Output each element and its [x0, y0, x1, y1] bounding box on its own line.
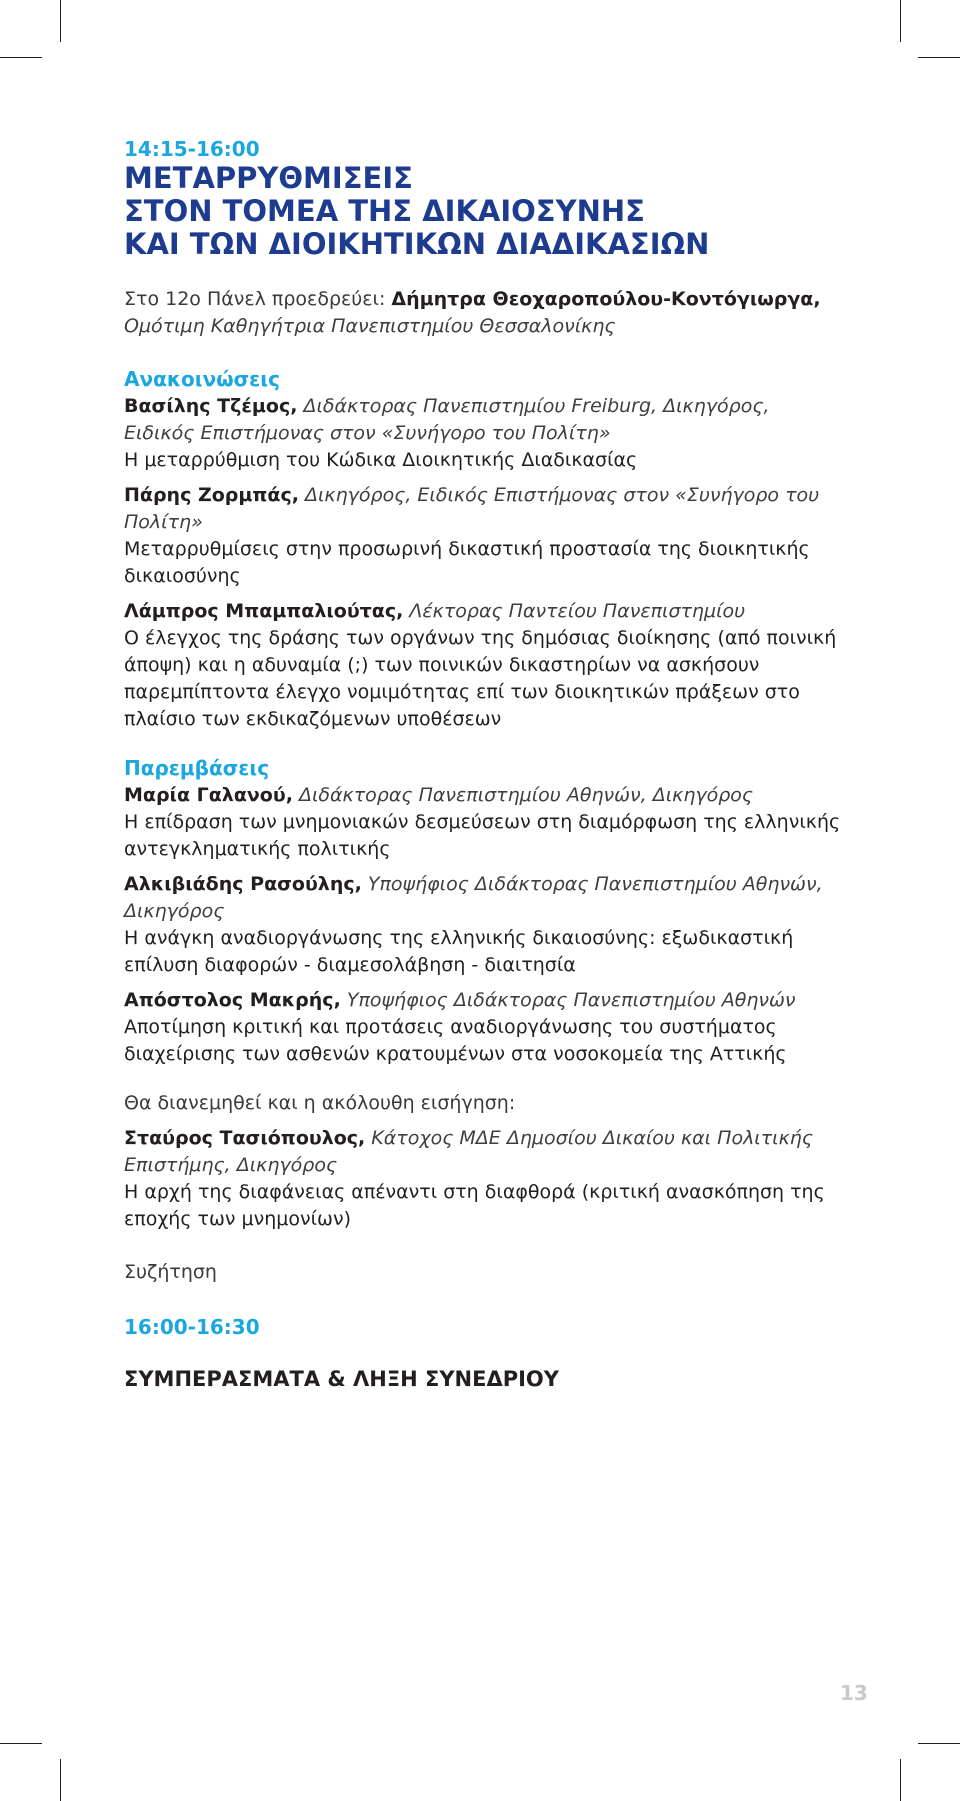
announcements-heading: Ανακοινώσεις: [124, 367, 280, 391]
speaker-name: Μαρία Γαλανού,: [124, 784, 293, 806]
crop-mark: [0, 1743, 42, 1744]
crop-mark: [0, 57, 42, 58]
chair-name: Δήμητρα Θεοχαροπούλου-Κοντόγιωργα,: [391, 288, 821, 310]
speaker-name: Πάρης Ζορμπάς,: [124, 484, 299, 506]
speaker-name: Σταύρος Τασιόπουλος,: [124, 1127, 366, 1149]
speaker-topic: Η μεταρρύθμιση του Κώδικα Διοικητικής Διαδικασίας: [124, 449, 638, 471]
page-content: [124, 136, 844, 1393]
crop-mark: [900, 1759, 901, 1801]
speaker-topic: Μεταρρυθμίσεις στην προσωρινή δικαστική προστασία της διοικητικής δικαιοσύνης: [124, 538, 810, 587]
speaker-entry: [124, 871, 844, 979]
speaker-topic: Η ανάγκη αναδιοργάνωσης της ελληνικής δικαιοσύνης: εξωδικαστική επίλυση διαφορών - διαμεσολάβηση - διαιτησία: [124, 927, 794, 976]
crop-mark: [900, 0, 901, 42]
speaker-entry: [124, 987, 844, 1068]
speaker-role: Δικηγόρος, Ειδικός Επιστήμονας στον «Συνήγορο του Πολίτη»: [124, 484, 820, 533]
speaker-role: Υποψήφιος Διδάκτορας Πανεπιστημίου Αθηνών: [340, 989, 796, 1011]
session-title: [124, 162, 844, 261]
discussion-label: Συζήτηση: [124, 1261, 217, 1283]
chair-role: Ομότιμη Καθηγήτρια Πανεπιστημίου Θεσσαλονίκης: [124, 315, 616, 337]
distributed-intro: Θα διανεμηθεί και η ακόλουθη εισήγηση:: [124, 1092, 516, 1114]
speaker-name: Λάμπρος Μπαμπαλιούτας,: [124, 600, 404, 622]
session-time: 14:15-16:00: [124, 137, 260, 161]
speaker-role: Κάτοχος ΜΔΕ Δημοσίου Δικαίου και Πολιτικής Επιστήμης, Δικηγόρος: [124, 1127, 813, 1176]
speaker-role: Υποψήφιος Διδάκτορας Πανεπιστημίου Αθηνών, Δικηγόρος: [124, 873, 823, 922]
speaker-role: Διδάκτορας Πανεπιστημίου Freiburg, Δικηγόρος, Ειδικός Επιστήμονας στον «Συνήγορο του Πολίτη»: [124, 395, 770, 444]
speaker-role: Λέκτορας Παντείου Πανεπιστημίου: [403, 600, 746, 622]
speaker-topic: Ο έλεγχος της δράσης των οργάνων της δημόσιας διοίκησης (από ποινική άποψη) και η αδυναμία (;) των ποινικών δικαστηρίων να ασκήσουν παρεμπίπτοντα έλεγχο νομιμότητας επί των διοικητικών πράξεων στο πλαίσιο των εκδικαζόμενων υποθέσεων: [124, 627, 837, 730]
announcements-list: [124, 393, 844, 733]
crop-mark: [918, 57, 960, 58]
page-number: 13: [840, 1681, 868, 1705]
chair-prefix: Στο 12ο Πάνελ προεδρεύει:: [124, 288, 392, 310]
crop-mark: [918, 1743, 960, 1744]
speaker-entry: [124, 598, 844, 733]
speaker-entry: [124, 482, 844, 590]
speaker-name: Αλκιβιάδης Ρασούλης,: [124, 873, 362, 895]
interventions-list: [124, 782, 844, 1068]
interventions-heading: Παρεμβάσεις: [124, 756, 270, 780]
speaker-role: Διδάκτορας Πανεπιστημίου Αθηνών, Δικηγόρος: [292, 784, 754, 806]
panel-chair: [124, 286, 844, 340]
session-title-line: ΣΤΟΝ ΤΟΜΕΑ ΤΗΣ ΔΙΚΑΙΟΣΥΝΗΣ: [124, 194, 645, 228]
session-title-line: ΚΑΙ ΤΩΝ ΔΙΟΙΚΗΤΙΚΩΝ ΔΙΑΔΙΚΑΣΙΩΝ: [124, 227, 710, 261]
speaker-topic: Η αρχή της διαφάνειας απέναντι στη διαφθορά (κριτική ανασκόπηση της εποχής των μνημονίων): [124, 1181, 825, 1230]
session-title-line: ΜΕΤΑΡΡΥΘΜΙΣΕΙΣ: [124, 161, 413, 195]
speaker-entry: [124, 393, 844, 474]
speaker-topic: Η επίδραση των μνημονιακών δεσμεύσεων στη διαμόρφωση της ελληνικής αντεγκληματικής πολιτικής: [124, 811, 841, 860]
closing-time: 16:00-16:30: [124, 1315, 260, 1339]
distributed-entry: [124, 1125, 844, 1233]
speaker-entry: [124, 782, 844, 863]
speaker-topic: Αποτίμηση κριτική και προτάσεις αναδιοργάνωσης του συστήματος διαχείρισης των ασθενών κρατουμένων στα νοσοκομεία της Αττικής: [124, 1016, 787, 1065]
crop-mark: [60, 0, 61, 42]
speaker-name: Απόστολος Μακρής,: [124, 989, 341, 1011]
crop-mark: [60, 1759, 61, 1801]
speaker-name: Βασίλης Τζέμος,: [124, 395, 298, 417]
closing-title: ΣΥΜΠΕΡΑΣΜΑΤΑ & ΛΗΞΗ ΣΥΝΕΔΡΙΟΥ: [124, 1367, 559, 1391]
